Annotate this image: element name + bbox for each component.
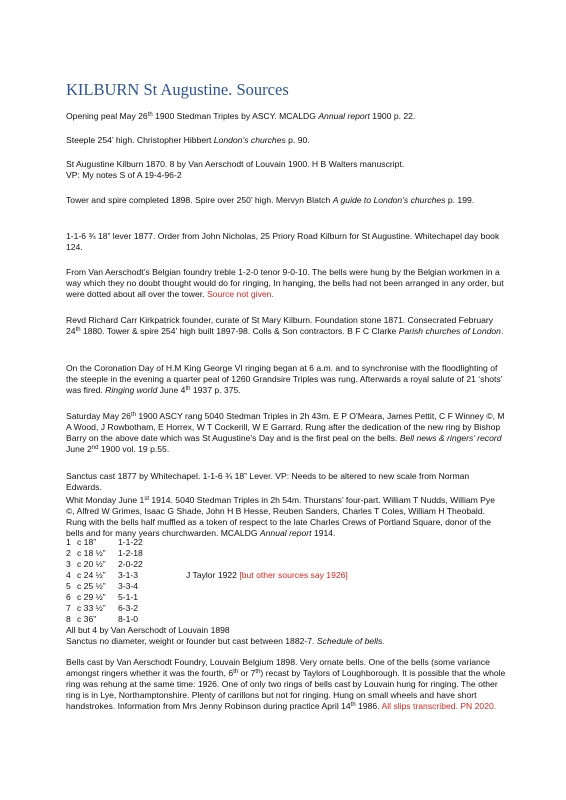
bell-recast-note: J Taylor 1922 [but other sources say 1926] [186,570,348,580]
source-sanctus: Sanctus cast 1877 by Whitechapel. 1-1-6 ¾ 18” Lever. VP: Needs to be altered to new scale from Norman Edwards. [66,471,470,492]
bells-schedule-note: Sanctus no diameter, weight or founder but cast between 1882-7. Schedule of bells. [66,636,385,646]
source-walters-manuscript: St Augustine Kilburn 1870. 8 by Van Aerschodt of Louvain 1900. H B Walters manuscript. VP: My notes S of A 19-4-96-2 [66,159,405,180]
source-whitechapel-daybook: 1-1-6 ¾ 18” lever 1877. Order from John Nicholas, 25 Priory Road Kilburn for St Augustine. Whitechapel day book 124. [66,231,500,252]
source-coronation-day: On the Coronation Day of H.M King George VI ringing began at 6 a.m. and to synchronise with the floodlighting of the steeple in the evening a quarter peal of 1260 Grandsire Triples was rung. Afterwards a royal salute of 21 ‘shots’ was fired. Ringing world June 4th 1937 p. 375. [66,363,503,395]
bell-row: 1 c 18” 1-1-22 [66,537,143,547]
bell-row: 7 c 33 ½” 6-3-2 [66,603,139,613]
source-steeple-height: Steeple 254’ high. Christopher Hibbert London’s churches p. 90. [66,135,310,145]
bell-row: 3 c 20 ½” 2-0-22 [66,559,143,569]
bell-row: 2 c 18 ½” 1-2-18 [66,548,143,558]
bell-row: 6 c 29 ½” 5-1-1 [66,592,139,602]
bell-list [66,537,506,647]
bell-row: 8 c 36” 8-1-0 [66,614,139,624]
bell-row: 4 c 24 ½” 3-1-3 J Taylor 1922 [but other sources say 1926] [66,570,348,580]
page-title: KILBURN St Augustine. Sources [66,80,289,99]
source-whit-monday-1914: Whit Monday June 1st 1914. 5040 Stedman Triples in 2h 54m. Thurstans’ four-part. William T Nudds, William Pye ©, Alfred W Grimes, Isaac G Shade, John H B Hesse, Reuben Sanders, Charles T Coles, William H Theobald. Rung with the bells half muffled as a token of respect to the late Charles Crews of Portland Square, donor of the bells and for many years churchwarden. MCALDG Annual report 1914. [66,495,495,538]
source-opening-peal: Opening peal May 26th 1900 Stedman Triples by ASCY. MCALDG Annual report 1900 p. 22. [66,111,416,121]
bells-founder-note: All but 4 by Van Aerschodt of Louvain 1898 [66,625,230,635]
source-first-peal-1900: Saturday May 26th 1900 ASCY rang 5040 Stedman Triples in 2h 43m. E P O’Meara, James Pettit, C F Winney ©, M A Wood, J Rowbotham, E Horrex, W T Cockerill, W E Garrard. Rung after the dedication of the new ring by Bishop Barry on the above date which was St Augustine’s Day and is the first peal on the bells. Bell news & ringers’ record June 2nd 1900 vol. 19 p.55. [66,411,505,454]
source-robinson-information: Bells cast by Van Aerschodt Foundry, Louvain Belgium 1898. Very ornate bells. One of the bells (some variance amongst ringers whether it was the fourth, 6th or 7th) recast by Taylors of Loughborough. It is possible that the whole ring was rehung at the same time: 1926. One of only two rings of bells cast by Louvain hung for ringing. The other ring is in Lye, Northamptonshire. Plenty of carillons but not for ringing. Hung on small wheels and have short handstrokes. Information from Mrs Jenny Robinson during practice April 14th 1986. All slips transcribed. PN 2020. [66,657,506,711]
source-tower-and-spire: Tower and spire completed 1898. Spire over 250’ high. Mervyn Blatch A guide to London’s churches p. 199. [66,195,475,205]
source-clarke-parish-churches: Revd Richard Carr Kirkpatrick founder, curate of St Mary Kilburn. Foundation stone 1871. Consecrated February 24th 1880. Tower & spire 254’ high built 1897-98. Colls & Son contractors. B F C Clarke Parish churches of London. [66,315,504,336]
source-belgian-foundry: From Van Aerschodt’s Belgian foundry treble 1-2-0 tenor 9-0-10. The bells were hung by the Belgian workmen in a way which they no doubt thought would do for ringing, In hanging, the bells had not been arranged in any order, but were dotted about all over the tower. Source not given. [66,267,504,299]
bell-row: 5 c 25 ½” 3-3-4 [66,581,139,591]
